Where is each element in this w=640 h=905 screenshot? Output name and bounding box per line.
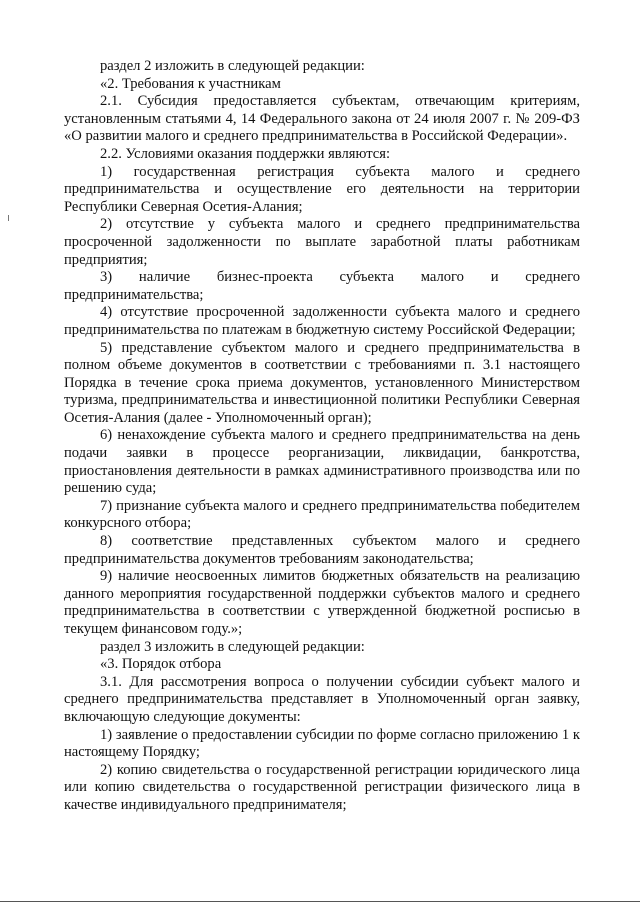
list-item: 1) государственная регистрация субъекта малого и среднего предпринимательства и осуществление его деятельности на территории Республики Северная Осетия-Алания; [64, 163, 580, 215]
paragraph: 3.1. Для рассмотрения вопроса о получении субсидии субъект малого и среднего предпринимательства представляет в Уполномоченный орган заявку, включающую следующие документы: [64, 673, 580, 725]
margin-mark [8, 215, 9, 221]
list-item: 2) отсутствие у субъекта малого и среднего предпринимательства просроченной задолженности по выплате заработной платы работникам предприятия; [64, 216, 580, 268]
list-item: 3) наличие бизнес-проекта субъекта малого и среднего предпринимательства; [64, 269, 580, 303]
list-item: 7) признание субъекта малого и среднего предпринимательства победителем конкурсного отбора; [64, 497, 580, 532]
list-item: 9) наличие неосвоенных лимитов бюджетных обязательств на реализацию данного мероприятия государственной поддержки субъектов малого и среднего предпринимательства в соответствии с утвержденной бюджетной росписью в текущем финансовом году.»; [64, 568, 580, 637]
section-heading: «2. Требования к участникам [100, 75, 281, 92]
document-page [64, 58, 580, 815]
list-item: 5) представление субъектом малого и среднего предпринимательства в полном объеме документов в соответствии с требованиями п. 3.1 настоящего Порядка в течение срока приема документов, установленного Министерством туризма, предпринимательства и инвестиционной политики Республики Северная Осетия-Алания (далее - Уполномоченный орган); [64, 339, 580, 426]
paragraph: 2.1. Субсидия предоставляется субъектам, отвечающим критериям, установленным статьями 4, 14 Федерального закона от 24 июля 2007 г. № 209-ФЗ «О развитии малого и среднего предпринимательства в Российской Федерации». [64, 93, 580, 145]
list-item: 8) соответствие представленных субъектом малого и среднего предпринимательства документов требованиям законодательства; [64, 533, 580, 567]
list-item: 4) отсутствие просроченной задолженности субъекта малого и среднего предпринимательства по платежам в бюджетную систему Российской Федерации; [64, 304, 580, 338]
paragraph: раздел 3 изложить в следующей редакции: [100, 638, 365, 655]
section-heading: «3. Порядок отбора [100, 656, 222, 673]
list-item: 1) заявление о предоставлении субсидии по форме согласно приложению 1 к настоящему Порядку; [64, 726, 580, 761]
bottom-edge-line [0, 901, 640, 902]
paragraph: 2.2. Условиями оказания поддержки являются: [100, 145, 391, 162]
paragraph: раздел 2 изложить в следующей редакции: [100, 58, 365, 74]
list-item: 6) ненахождение субъекта малого и среднего предпринимательства на день подачи заявки в процессе реорганизации, ликвидации, банкротства, приостановления деятельности в рамках административного производства или по решению суда; [64, 427, 580, 497]
list-item: 2) копию свидетельства о государственной регистрации юридического лица или копию свидетельства о государственной регистрации физического лица в качестве индивидуального предпринимателя; [64, 761, 580, 813]
